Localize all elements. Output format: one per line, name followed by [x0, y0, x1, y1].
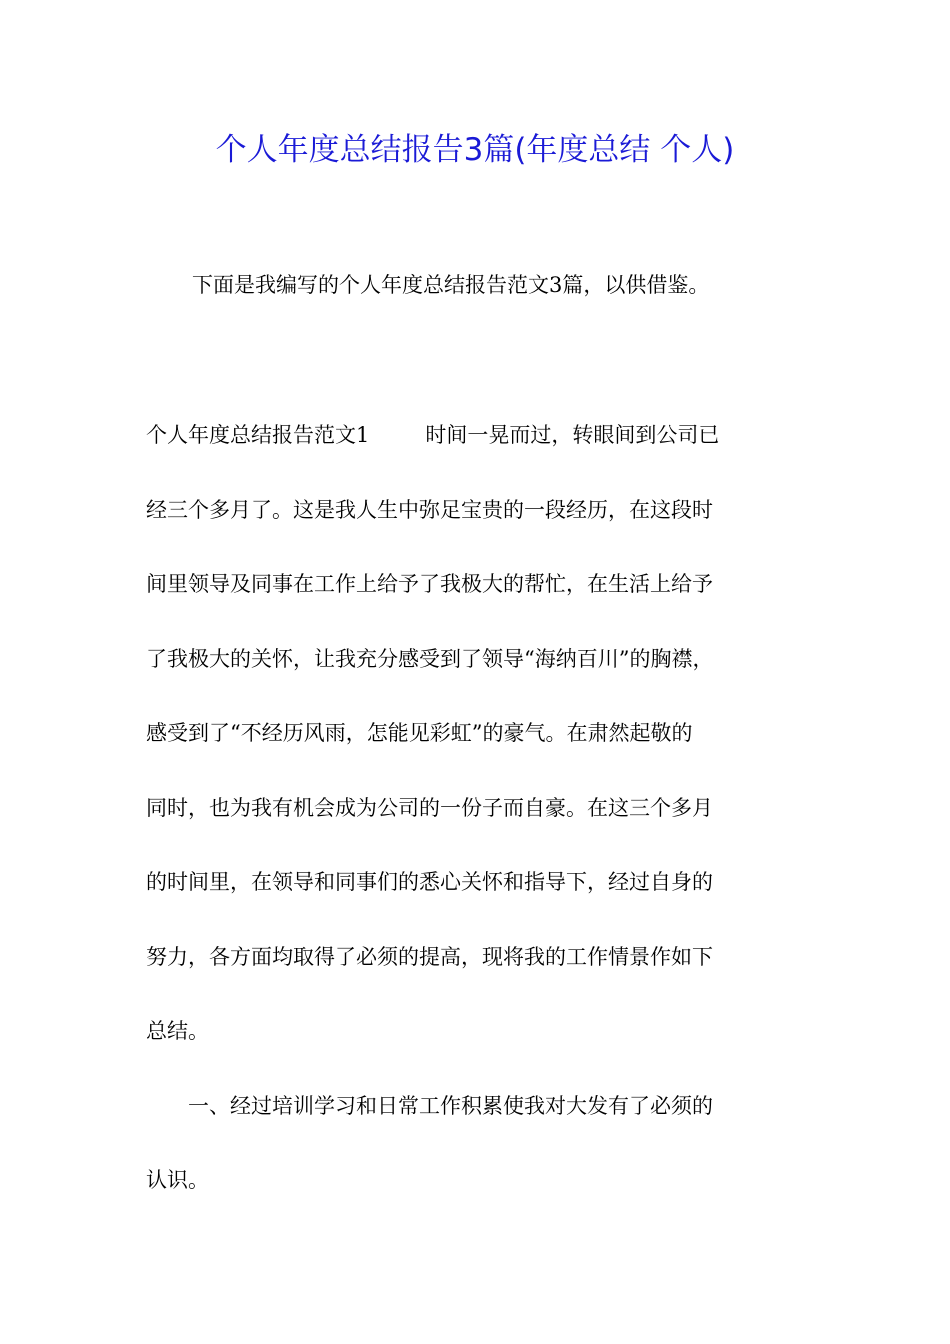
body-line: 认识。 [146, 1168, 209, 1192]
body-line: 感受到了“不经历风雨，怎能见彩虹”的豪气。在肃然起敬的 [146, 721, 693, 745]
body-line [146, 416, 810, 491]
body-line: 了我极大的关怀，让我充分感受到了领导“海纳百川”的胸襟， [146, 646, 714, 671]
body-text [146, 416, 810, 1236]
body-line: 努力，各方面均取得了必须的提高，现将我的工作情景作如下 [146, 944, 713, 969]
body-line: 总结。 [146, 1019, 209, 1043]
intro-paragraph: 下面是我编写的个人年度总结报告范文3篇，以供借鉴。 [192, 273, 710, 297]
body-line: 的时间里，在领导和同事们的悉心关怀和指导下，经过自身的 [146, 870, 713, 894]
body-line: 经三个多月了。这是我人生中弥足宝贵的一段经历，在这段时 [146, 497, 713, 522]
body-line: 一、经过培训学习和日常工作积累使我对大发有了必须的 [188, 1093, 713, 1118]
document-title: 个人年度总结报告3篇(年度总结 个人) [215, 132, 735, 168]
body-line: 同时，也为我有机会成为公司的一份子而自豪。在这三个多月 [146, 795, 713, 820]
section-heading: 个人年度总结报告范文1 [146, 423, 370, 447]
body-line: 间里领导及同事在工作上给予了我极大的帮忙，在生活上给予 [146, 572, 713, 596]
body-line-text: 时间一晃而过，转眼间到公司已 [425, 423, 720, 447]
